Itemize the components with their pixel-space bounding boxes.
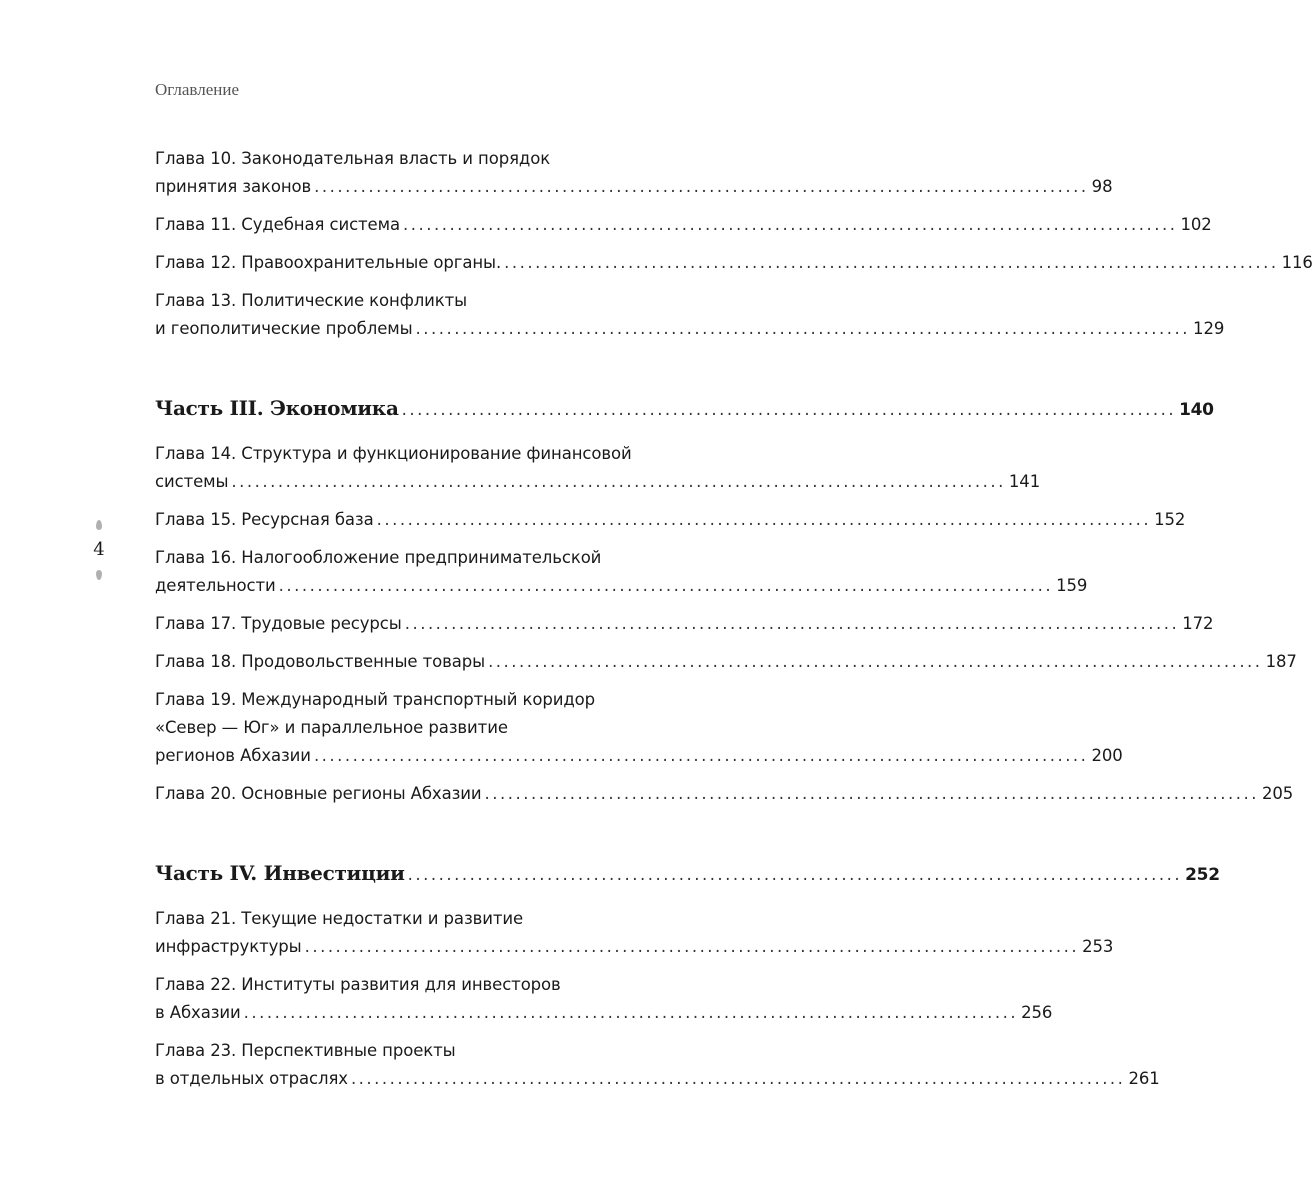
entry-title: в отдельных отраслях (155, 1069, 348, 1088)
entry-leader-line (155, 858, 1220, 890)
entry-title: в Абхазии (155, 1003, 241, 1022)
entry-leader-line (155, 648, 1297, 676)
toc-entry-chapter-18[interactable] (155, 648, 1297, 676)
toc-entry-chapter-19[interactable] (155, 686, 1123, 770)
toc-entry-part-3[interactable] (155, 393, 1214, 425)
page-number: 256 (1021, 1003, 1053, 1022)
dot-leader: .................................................................................................... (402, 215, 1178, 234)
entry-leader-line (155, 572, 1088, 600)
entry-title-line: Глава 21. Текущие недостатки и развитие (155, 909, 524, 928)
entry-title: Глава 20. Основные регионы Абхазии (155, 784, 482, 803)
page-folio (86, 520, 112, 580)
toc-entry-chapter-11[interactable] (155, 211, 1212, 239)
dot-leader: .................................................................................................... (231, 472, 1006, 491)
toc-entry-chapter-17[interactable] (155, 610, 1214, 638)
entry-leader-line (155, 999, 1053, 1027)
entry-title: инфраструктуры (155, 937, 302, 956)
dot-leader: .................................................................................................... (314, 177, 1089, 196)
entry-title: Глава 11. Судебная система (155, 215, 400, 234)
entry-title: Глава 17. Трудовые ресурсы (155, 614, 402, 633)
entry-leader-line (155, 1065, 1160, 1093)
entry-leader-line (155, 173, 1113, 201)
dot-leader: .................................................................................................... (504, 253, 1279, 272)
entry-title: принятия законов (155, 177, 312, 196)
entry-title: и геополитические проблемы (155, 319, 413, 338)
folio-number: 4 (93, 539, 105, 560)
page-number: 98 (1091, 177, 1113, 196)
dot-leader: .................................................................................................... (404, 614, 1180, 633)
entry-leader-line (155, 780, 1294, 808)
table-of-contents (155, 145, 1313, 1093)
dot-leader: .................................................................................................... (350, 1069, 1126, 1088)
page-number: 102 (1180, 215, 1212, 234)
toc-entry-chapter-15[interactable] (155, 506, 1186, 534)
toc-entry-chapter-13[interactable] (155, 287, 1225, 343)
drop-ornament-icon (96, 570, 102, 580)
page-number: 200 (1091, 746, 1123, 765)
page-number: 116 (1281, 253, 1313, 272)
entry-title: Глава 15. Ресурсная база (155, 510, 374, 529)
entry-leader-line (155, 468, 1041, 496)
toc-entry-chapter-21[interactable] (155, 905, 1114, 961)
page-number: 172 (1182, 614, 1214, 633)
entry-leader-line (155, 393, 1214, 425)
drop-ornament-icon (96, 520, 102, 530)
toc-entry-chapter-16[interactable] (155, 544, 1088, 600)
entry-title-line: «Север — Юг» и параллельное развитие (155, 718, 508, 737)
dot-leader: .................................................................................................... (401, 400, 1177, 419)
page-number: 140 (1179, 400, 1214, 420)
entry-title-line: Глава 23. Перспективные проекты (155, 1041, 456, 1060)
dot-leader: .................................................................................................... (313, 746, 1089, 765)
dot-leader: .................................................................................................... (488, 652, 1263, 671)
page-number: 159 (1056, 576, 1088, 595)
toc-entry-chapter-23[interactable] (155, 1037, 1160, 1093)
page-number: 129 (1193, 319, 1225, 338)
toc-entry-chapter-14[interactable] (155, 440, 1041, 496)
entry-title-line: Глава 22. Институты развития для инвесторов (155, 975, 561, 994)
entry-leader-line (155, 315, 1225, 343)
dot-leader: .................................................................................................... (278, 576, 1054, 595)
dot-leader: .................................................................................................... (376, 510, 1152, 529)
page-number: 252 (1185, 865, 1220, 885)
toc-entry-chapter-20[interactable] (155, 780, 1294, 808)
part-title: Часть IV. Инвестиции (155, 861, 405, 885)
page-number: 141 (1008, 472, 1041, 491)
entry-leader-line (155, 211, 1212, 239)
entry-leader-line (155, 933, 1114, 961)
page-number: 152 (1154, 510, 1186, 529)
page-number: 187 (1265, 652, 1297, 671)
entry-title-line: Глава 19. Международный транспортный коридор (155, 690, 596, 709)
entry-title-line: Глава 13. Политические конфликты (155, 291, 468, 310)
toc-entry-chapter-10[interactable] (155, 145, 1113, 201)
dot-leader: .................................................................................................... (304, 937, 1080, 956)
entry-title: системы (155, 472, 229, 491)
dot-leader: .................................................................................................... (243, 1003, 1019, 1022)
page-number: 261 (1128, 1069, 1160, 1088)
dot-leader: .................................................................................................... (407, 865, 1183, 884)
entry-title: деятельности (155, 576, 276, 595)
running-head: Оглавление (155, 80, 239, 99)
part-title: Часть III. Экономика (155, 396, 399, 420)
toc-entry-part-4[interactable] (155, 858, 1220, 890)
page-number: 253 (1082, 937, 1114, 956)
entry-leader-line (155, 506, 1186, 534)
entry-title-line: Глава 16. Налогообложение предпринимательской (155, 548, 602, 567)
entry-leader-line (155, 610, 1214, 638)
entry-title: Глава 18. Продовольственные товары (155, 652, 486, 671)
entry-title-line: Глава 14. Структура и функционирование финансовой (155, 444, 632, 463)
entry-title: регионов Абхазии (155, 746, 311, 765)
page-number: 205 (1262, 784, 1294, 803)
entry-leader-line (155, 249, 1313, 277)
entry-title-line: Глава 10. Законодательная власть и порядок (155, 149, 551, 168)
dot-leader: .................................................................................................... (484, 784, 1259, 803)
entry-leader-line (155, 742, 1123, 770)
toc-entry-chapter-12[interactable] (155, 249, 1313, 277)
toc-entry-chapter-22[interactable] (155, 971, 1053, 1027)
entry-title: Глава 12. Правоохранительные органы. (155, 253, 502, 272)
dot-leader: .................................................................................................... (415, 319, 1191, 338)
